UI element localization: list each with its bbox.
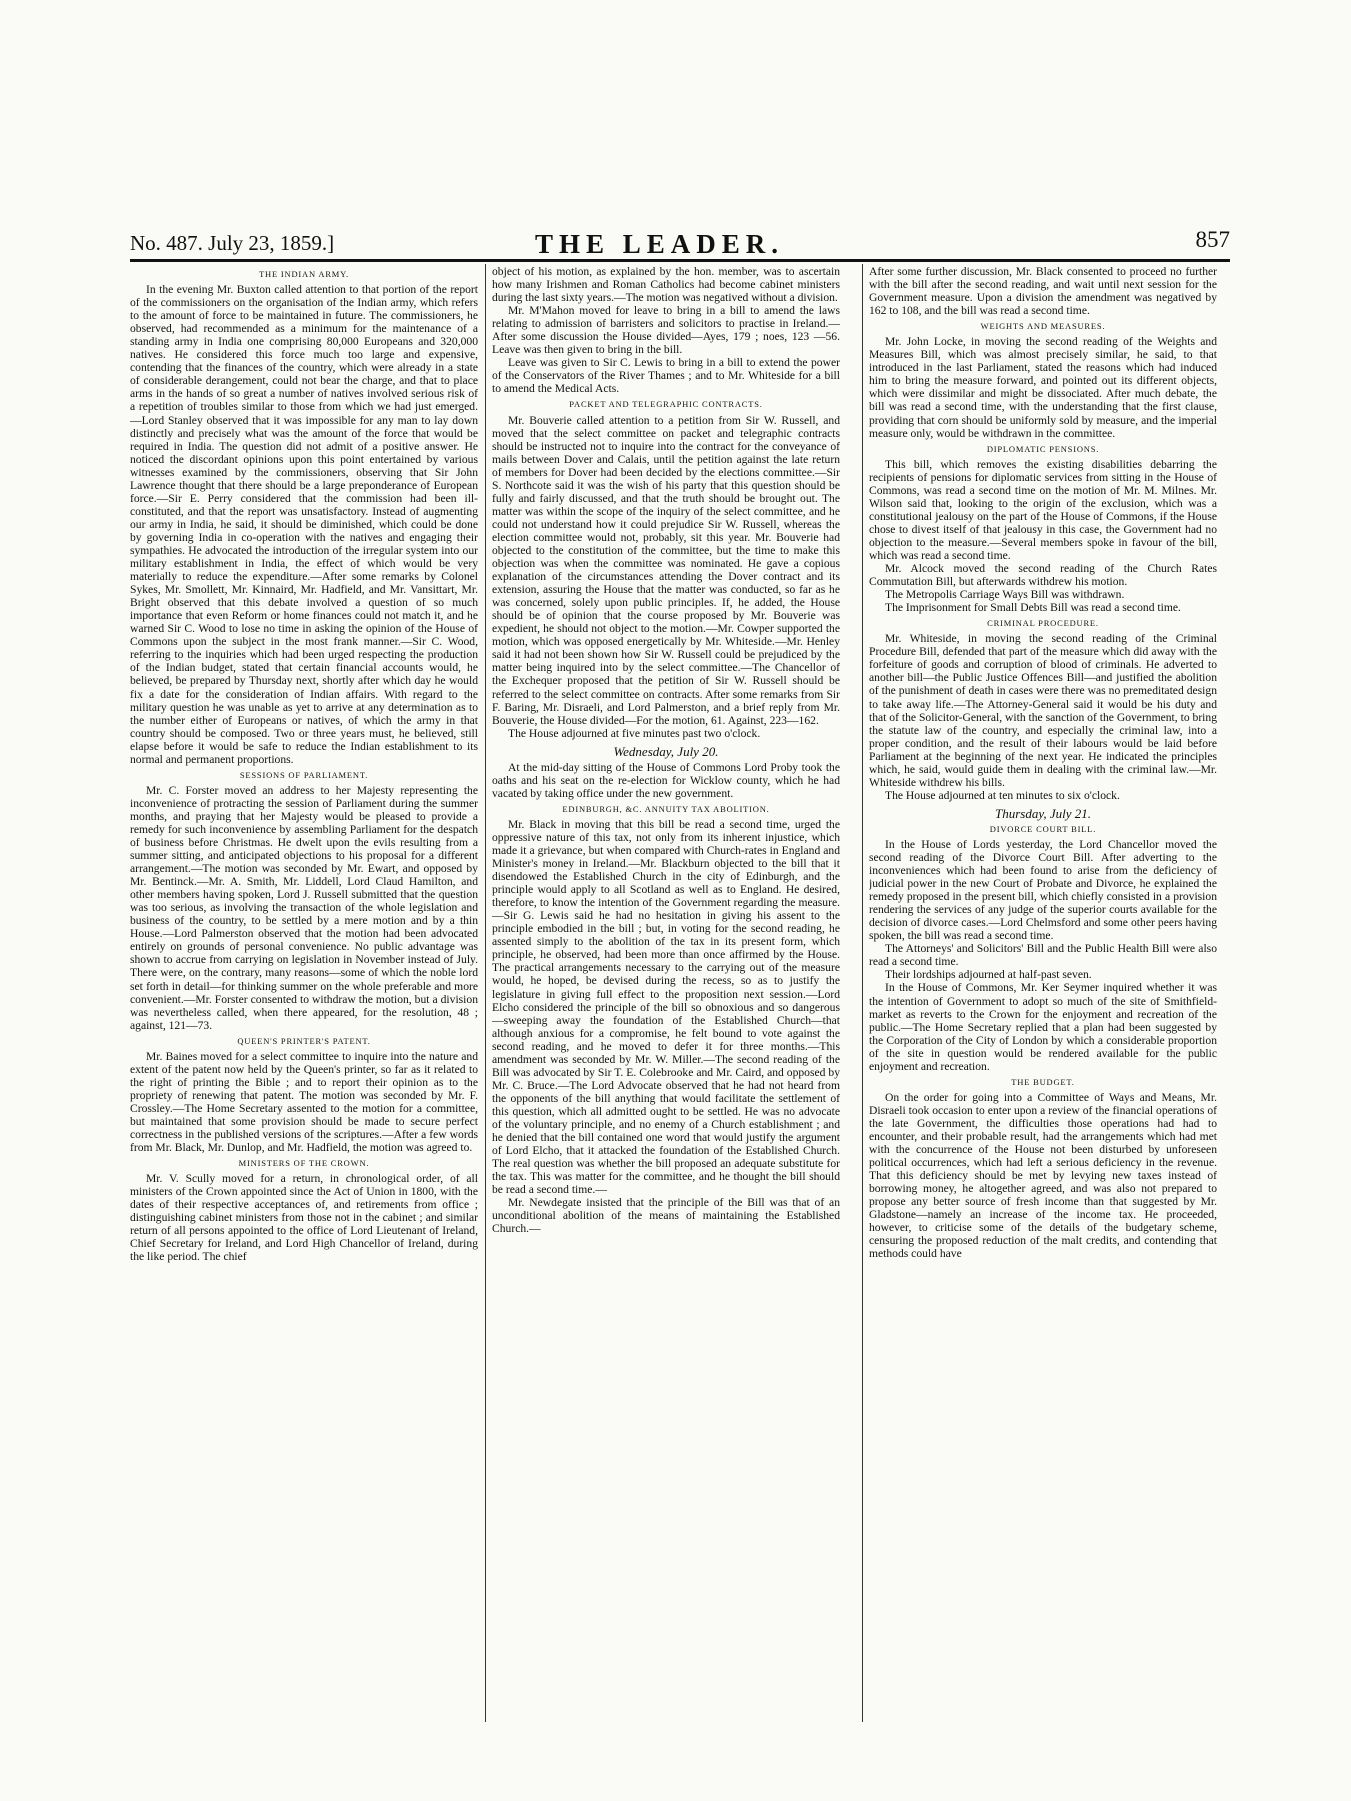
date-heading: Wednesday, July 20. xyxy=(613,743,719,759)
paragraph: Mr. Alcock moved the second reading of the Church Rates Commutation Bill, but afterwards withdrew his motion. xyxy=(869,562,1217,589)
section-heading: SESSIONS OF PARLIAMENT. xyxy=(239,769,369,780)
paragraph: Leave was given to Sir C. Lewis to bring in a bill to extend the power of the Conservators of the River Thames ; and to Mr. Whiteside for a bill to amend the Medical Acts. xyxy=(492,356,840,396)
column-divider xyxy=(862,264,863,1722)
section-heading: DIPLOMATIC PENSIONS. xyxy=(986,443,1100,454)
section-heading: THE BUDGET. xyxy=(1011,1076,1075,1087)
paragraph: The Attorneys' and Solicitors' Bill and the Public Health Bill were also read a second time. xyxy=(869,942,1217,969)
page-number: 857 xyxy=(1195,227,1230,252)
section-heading: CRIMINAL PROCEDURE. xyxy=(987,618,1099,629)
column-divider xyxy=(485,264,486,1722)
paragraph: Their lordships adjourned at half-past seven. xyxy=(885,968,1092,982)
paragraph: In the House of Commons, Mr. Ker Seymer inquired whether it was the intention of Government to adopt so much of the site of Smithfield-market as reverts to the Crown for the enjoyment and recreation of the public.—The Home Secretary replied that a plan had been suggested by the Corporation of the City of London by which a considerable proportion of the site in question would be rendered available for the public enjoyment and recreation. xyxy=(869,981,1217,1073)
paragraph: After some further discussion, Mr. Black consented to proceed no further with the bill after the second reading, and wait until next session for the Government measure. Upon a division the amendment was negatived by 162 to 108, and the bill was read a second time. xyxy=(869,265,1217,318)
date-heading: Thursday, July 21. xyxy=(994,805,1092,821)
newspaper-title: THE LEADER. xyxy=(535,229,785,259)
section-heading: PACKET AND TELEGRAPHIC CONTRACTS. xyxy=(569,399,763,410)
section-heading: WEIGHTS AND MEASURES. xyxy=(980,321,1106,332)
paragraph: Mr. Newdegate insisted that the principle of the Bill was that of an unconditional abolition of the means of maintaining the Established Church.— xyxy=(492,1196,840,1236)
column-2 xyxy=(492,265,840,1720)
paragraph: Mr. Baines moved for a select committee to inquire into the nature and extent of the patent now held by the Queen's printer, so far as it related to the right of printing the Bible ; and to report their opinion as to the propriety of renewing that patent. The motion was seconded by Mr. F. Crossley.—The Home Secretary assented to the motion for a committee, but maintained that some provision should be made to secure perfect correctness in the published versions of the scriptures.—After a few words from Mr. Black, Mr. Dunlop, and Mr. Hadfield, the motion was agreed to. xyxy=(130,1049,478,1155)
section-heading: THE INDIAN ARMY. xyxy=(259,269,349,279)
paragraph: On the order for going into a Committee of Ways and Means, Mr. Disraeli took occasion to enter upon a review of the financial operations of the late Government, the difficulties those operations had had to encounter, and their probable result, had the arrangements which had met with the concurrence of the House not been disturbed by unforeseen political occurrences, which had left a serious deficiency in the revenue. That this deficiency should be met by levying new taxes instead of borrowing money, he altogether agreed, and was also not prepared to propose any better source of fresh income than that suggested by Mr. Gladstone—namely an increase of the income tax. He proceeded, however, to criticise some of the details of the budgetary scheme, censuring the proposed reduction of the malt credits, and contending that methods could have xyxy=(869,1090,1217,1261)
masthead xyxy=(130,225,1230,257)
paragraph: Mr. C. Forster moved an address to her Majesty representing the inconvenience of protracting the session of Parliament during the summer months, and praying that her Majesty would be pleased to provide a remedy for such inconvenience by assembling Parliament for the despatch of business before Christmas. He dwelt upon the evils resulting from a summer sitting, and anticipated objections to his proposal for a different arrangement.—The motion was seconded by Mr. Ewart, and opposed by Mr. Bentinck.—Mr. A. Smith, Mr. Liddell, Lord Claud Hamilton, and other members having spoken, Lord J. Russell submitted that the question was too serious, as involving the transaction of the whole legislation and business of the country, to be settled by a mere motion and by a thin House.—Lord Palmerston observed that the motion had been advocated entirely on grounds of personal convenience. No public advantage was shown to accrue from carrying on legislation in November instead of July. There were, on the contrary, many reasons—some of which the noble lord set forth in detail—for thinking summer on the whole preferable and more convenient.—Mr. Forster consented to withdraw the motion, but a division was nevertheless called, when there appeared, for the resolution, 48 ; against, 121—73. xyxy=(130,783,478,1032)
paragraph: The Metropolis Carriage Ways Bill was withdrawn. xyxy=(885,588,1125,602)
paragraph: In the House of Lords yesterday, the Lord Chancellor moved the second reading of the Divorce Court Bill. After adverting to the inconveniences which had been found to arise from the deficiency of judicial power in the new Court of Probate and Divorce, he explained the remedy proposed in the present bill, which chiefly consisted in a provision rendering the services of any judge of the superior courts available for the decision of divorce cases.—Lord Chelmsford and some other peers having spoken, the bill was read a second time. xyxy=(869,837,1217,943)
paragraph: The House adjourned at five minutes past two o'clock. xyxy=(508,726,761,740)
paragraph: Mr. M'Mahon moved for leave to bring in a bill to amend the laws relating to admission of barristers and solicitors to practise in Ireland.—After some discussion the House divided—Ayes, 179 ; noes, 123 —56. Leave was then given to bring in the bill. xyxy=(492,304,840,357)
column-1 xyxy=(130,265,478,1720)
paragraph: This bill, which removes the existing disabilities debarring the recipients of pensions for diplomatic services from sitting in the House of Commons, was read a second time on the motion of Mr. M. Milnes. Mr. Wilson said that, looking to the origin of the exclusion, which was a constitutional jealousy on the part of the House of Commons, if the House chose to divest itself of that jealousy in this case, the Government had no objection to the measure.—Several members spoke in favour of the bill, which was read a second time. xyxy=(869,457,1217,562)
paragraph: Mr. Bouverie called attention to a petition from Sir W. Russell, and moved that the select committee on packet and telegraphic contracts should be instructed not to inquire into the contract for the conveyance of mails between Dover and Calais, until the petition against the late return of members for Dover had been decided by the elections committee.—Sir S. Northcote said it was the wish of his party that this question should be fully and fairly discussed, and that the truth should be brought out. The matter was within the scope of the inquiry of the select committee, and he could not understand how it could prejudice Sir W. Russell, whereas the election committee would not, probably, sit this year. Mr. Bouverie had objected to the constitution of the committee, but the time to make this objection was when the committee was nominated. He gave a copious explanation of the circumstances attending the Dover contract and its extension, assuring the House that the matter was conducted, so far as he was concerned, solely upon public principles. If, he added, the House should be of opinion that the course proposed by Mr. Bouverie was expedient, he should not object to the motion.—Mr. Cowper supported the motion, which was opposed energetically by Mr. Whiteside.—Mr. Henley said it had not been shown how Sir W. Russell could be prejudiced by the matter being inquired into by the select committee.—The Chancellor of the Exchequer proposed that the petition of Sir W. Russell should be referred to the select committee on contracts. After some remarks from Sir F. Baring, Mr. Disraeli, and Lord Palmerston, and a brief reply from Mr. Bouverie, the House divided—For the motion, 61. Against, 223—162. xyxy=(492,413,840,727)
section-heading: QUEEN'S PRINTER'S PATENT. xyxy=(237,1035,371,1046)
column-3 xyxy=(869,265,1217,1720)
paragraph: The Imprisonment for Small Debts Bill was read a second time. xyxy=(885,601,1181,615)
section-heading: MINISTERS OF THE CROWN. xyxy=(238,1158,370,1169)
paragraph: Mr. Whiteside, in moving the second reading of the Criminal Procedure Bill, defended that part of the measure which did away with the forfeiture of goods and corruption of blood of criminals. He adverted to another bill—the Public Justice Offences Bill—and justified the abolition of the punishment of death in cases were there was no premeditated design to take away life.—The Attorney-General said it would be his duty and that of the Solicitor-General, with the sanction of the Government, to bring the statute law of the country, and especially the criminal law, into a proper condition, and the result of their labours would be laid before Parliament at the beginning of the next year. He indicated the principles which, he said, would guide them in dealing with the criminal law.—Mr. Whiteside withdrew his bills. xyxy=(869,632,1217,789)
paragraph: At the mid-day sitting of the House of Commons Lord Proby took the oaths and his seat on the re-election for Wicklow county, which he had vacated by taking office under the new government. xyxy=(492,760,840,800)
issue-dateline: No. 487. July 23, 1859.] xyxy=(130,231,335,255)
paragraph: Mr. John Locke, in moving the second reading of the Weights and Measures Bill, which was almost precisely similar, he said, to that introduced in the last Parliament, stated the reasons which had induced him to bring the measure forward, and pointed out its different objects, which were dissimilar and might be dissociated. After much debate, the bill was read a second time, with the understanding that the first clause, providing that corn should be uniformly sold by measure, and the imperial measure only, would be withdrawn in the committee. xyxy=(869,335,1217,440)
section-heading: DIVORCE COURT BILL. xyxy=(989,823,1097,834)
section-heading: EDINBURGH, &C. ANNUITY TAX ABOLITION. xyxy=(562,803,770,814)
paragraph: object of his motion, as explained by the hon. member, was to ascertain how many Irishmen and Roman Catholics had become cabinet ministers during the last sixty years.—The motion was negatived without a division. xyxy=(492,265,840,305)
paragraph: The House adjourned at ten minutes to six o'clock. xyxy=(885,788,1120,802)
masthead-rule xyxy=(130,259,1230,262)
paragraph: In the evening Mr. Buxton called attention to that portion of the report of the commissioners on the organisation of the Indian army, which refers to the amount of force to be maintained in future. The commissioners, he observed, had recommended as a minimum for the maintenance of a standing army in India one comprising 80,000 Europeans and 320,000 natives. He considered this force much too large and expensive, contending that the finances of the country, which were already in a state of considerable derangement, could not bear the charge, and that to place arms in the hands of so great a number of natives involved serious risk of a repetition of troubles similar to those from which we had just emerged.—Lord Stanley observed that it was impossible for any man to lay down distinctly and precisely what was the amount of the force that would be required in India. The question did not admit of a positive answer. He noticed the discordant opinions upon this point entertained by various witnesses examined by the commissioners, observing that Sir John Lawrence thought that there should be a large preponderance of European force.—Sir E. Perry considered that the commission had been ill-constituted, and that the report was unsatisfactory. Instead of augmenting our army in India, he said, it should be diminished, which could be done by governing India in co-operation with the natives and engaging their sympathies. He advocated the introduction of the irregular system into our military establishment in India, the effect of which would be very materially to reduce the expenditure.—After some remarks by Colonel Sykes, Mr. Smollett, Mr. Kinnaird, Mr. Hadfield, and Mr. Vansittart, Mr. Bright observed that this debate involved a question of so much importance that even Reform or home finances could not match it, and he warned Sir C. Wood to lose no time in asking the opinion of the House of Commons upon the subject in the most frank manner.—Sir C. Wood, referring to the inquiries which had been urged respecting the production of the Indian budget, stated that certain financial accounts would, he believed, be prepared by Thursday next, shortly after which day he would fix a date for the consideration of Indian affairs. With regard to the military question he was unable as yet to arrive at any determination as to the number either of Europeans or natives, of which the army in that country should be composed. Two or three years must, he believed, still elapse before it would be safe to reduce the Indian establishment to its normal and permanent proportions. xyxy=(130,283,478,766)
paragraph: Mr. Black in moving that this bill be read a second time, urged the oppressive nature of this tax, not only from its inherent injustice, which made it a grievance, but when compared with Church-rates in England and Minister's money in Ireland.—Mr. Blackburn objected to the bill that it disendowed the Established Church in the city of Edinburgh, and the principle would apply to all Scotland as well as to England. He desired, therefore, to know the intention of the Government regarding the measure.—Sir G. Lewis said he had no hesitation in giving his assent to the principle embodied in the bill ; but, in voting for the second reading, he assented simply to the abolition of the tax in its present form, which principle, he observed, had been more than once affirmed by the House. The practical arrangements necessary to the carrying out of the measure would, he hoped, be devised during the recess, so as to justify the legislature in giving full effect to the proposition next session.—Lord Elcho considered the principle of the bill so obnoxious and so dangerous—sweeping away the foundation of the Established Church—that although anxious for a compromise, he felt bound to vote against the second reading, and he moved to defer it for three months.—This amendment was seconded by Mr. W. Miller.—The second reading of the Bill was advocated by Sir T. E. Colebrooke and Mr. Caird, and opposed by Mr. C. Bruce.—The Lord Advocate observed that he had not heard from the opponents of the bill anything that would facilitate the settlement of this question, which all admitted ought to be settled. He was no advocate of the voluntary principle, and no enemy of a Church establishment ; and he denied that the bill contained one word that would justify the argument of Lord Elcho, that it attacked the foundation of the Established Church. The real question was whether the bill proposed an adequate substitute for the tax. This was matter for the committee, and he thought the bill should be read a second time.— xyxy=(492,817,840,1197)
paragraph: Mr. V. Scully moved for a return, in chronological order, of all ministers of the Crown appointed since the Act of Union in 1800, with the dates of their respective acceptances of, and retirements from office ; distinguishing cabinet ministers from those not in the cabinet ; and similar return of all persons appointed to the office of Lord Lieutenant of Ireland, Chief Secretary for Ireland, and Lord High Chancellor of Ireland, during the like period. The chief xyxy=(130,1172,478,1264)
